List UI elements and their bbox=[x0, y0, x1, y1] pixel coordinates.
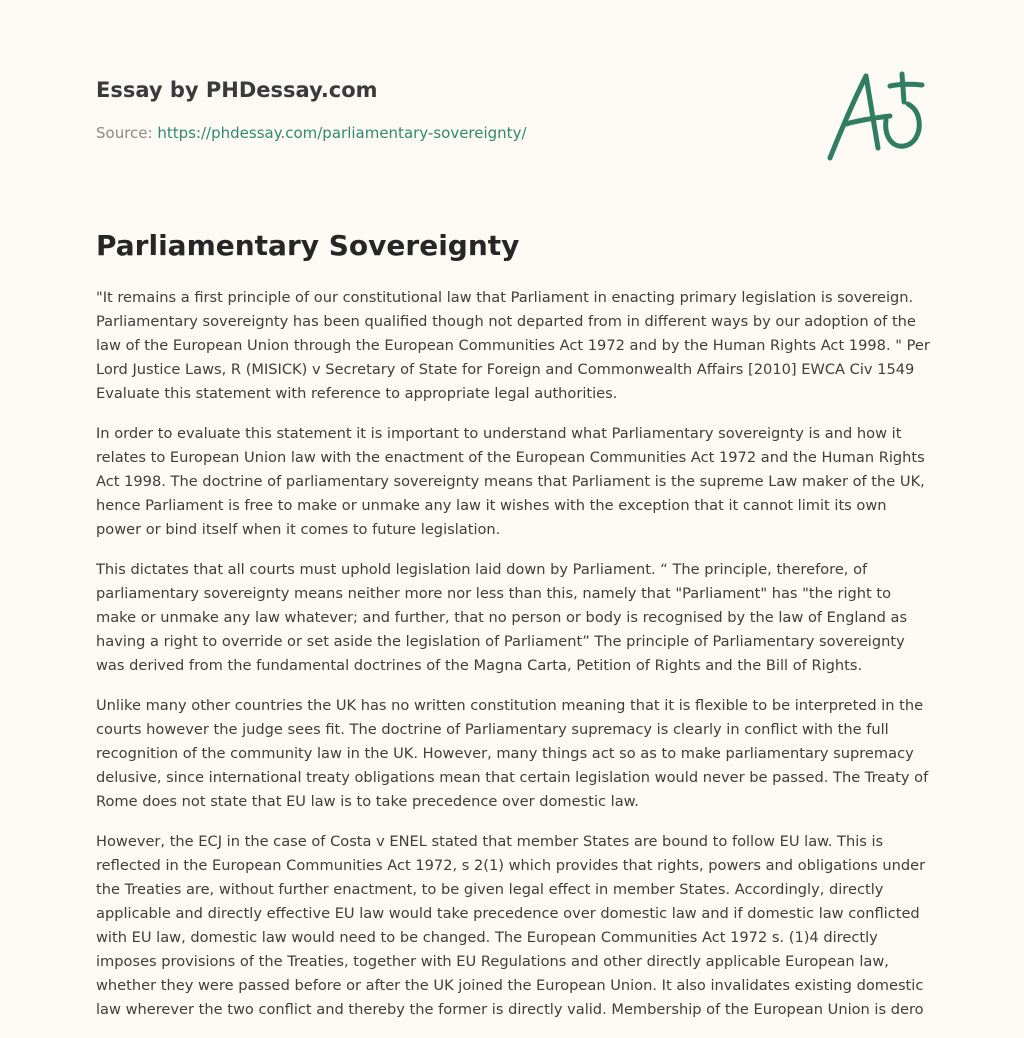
source-label: Source: bbox=[96, 124, 158, 142]
essay-paragraph: This dictates that all courts must uphold legislation laid down by Parliament. “ The principle, therefore, of parliamentary sovereignty means neither more nor less than this, namely that "Parliament" has "the right to make or unmake any law whatever; and further, that no person or body is recognised by the law of England as having a right to override or set aside the legislation of Parliament” The principle of Parliamentary sovereignty was derived from the fundamental doctrines of the Magna Carta, Petition of Rights and the Bill of Rights. bbox=[96, 561, 908, 674]
source-link[interactable]: https://phdessay.com/parliamentary-sovereignty/ bbox=[157, 124, 527, 142]
essay-paragraph: However, the ECJ in the case of Costa v ENEL stated that member States are bound to follow EU law. This is reflected in the European Communities Act 1972, s 2(1) which provides that rights, powers and obligations under the Treaties are, without further enactment, to be given legal effect in member States. Accordingly, directly applicable and directly effective EU law would take precedence over domestic law and if domestic law conflicted with EU law, domestic law would need to be changed. The European Communities Act 1972 s. (1)4 directly imposes provisions of the Treaties, together with EU Regulations and other directly applicable European law, whether they were passed before or after the UK joined the European Union. It also invalidates existing domestic law wherever the two conflict and thereby the former is directly valid. Membership of the European Union is dero bbox=[96, 833, 926, 1018]
header bbox=[96, 74, 696, 143]
site-title: Essay by PHDessay.com bbox=[96, 78, 378, 102]
source-line bbox=[96, 123, 696, 143]
a-plus-logo-icon bbox=[820, 66, 930, 166]
essay-paragraph: Unlike many other countries the UK has no written constitution meaning that it is flexible to be interpreted in the courts however the judge sees fit. The doctrine of Parliamentary supremacy is clearly in conflict with the full recognition of the community law in the UK. However, many things act so as to make parliamentary supremacy delusive, since international treaty obligations mean that certain legislation would never be passed. The Treaty of Rome does not state that EU law is to take precedence over domestic law. bbox=[96, 697, 929, 810]
essay-paragraph: In order to evaluate this statement it is important to understand what Parliamentary sovereignty is and how it relates to European Union law with the enactment of the European Communities Act 1972 and the Human Rights Act 1998. The doctrine of parliamentary sovereignty means that Parliament is the supreme Law maker of the UK, hence Parliament is free to make or unmake any law it wishes with the exception that it cannot limit its own power or bind itself when it comes to future legislation. bbox=[96, 425, 925, 538]
essay-body bbox=[96, 286, 932, 1038]
essay-paragraph: "It remains a first principle of our constitutional law that Parliament in enacting primary legislation is sovereign. Parliamentary sovereignty has been qualified though not departed from in different ways by our adoption of the law of the European Union through the European Communities Act 1972 and by the Human Rights Act 1998. " Per Lord Justice Laws, R (MISICK) v Secretary of State for Foreign and Commonwealth Affairs [2010] EWCA Civ 1549 Evaluate this statement with reference to appropriate legal authorities. bbox=[96, 289, 930, 402]
page-title: Parliamentary Sovereignty bbox=[96, 229, 520, 262]
